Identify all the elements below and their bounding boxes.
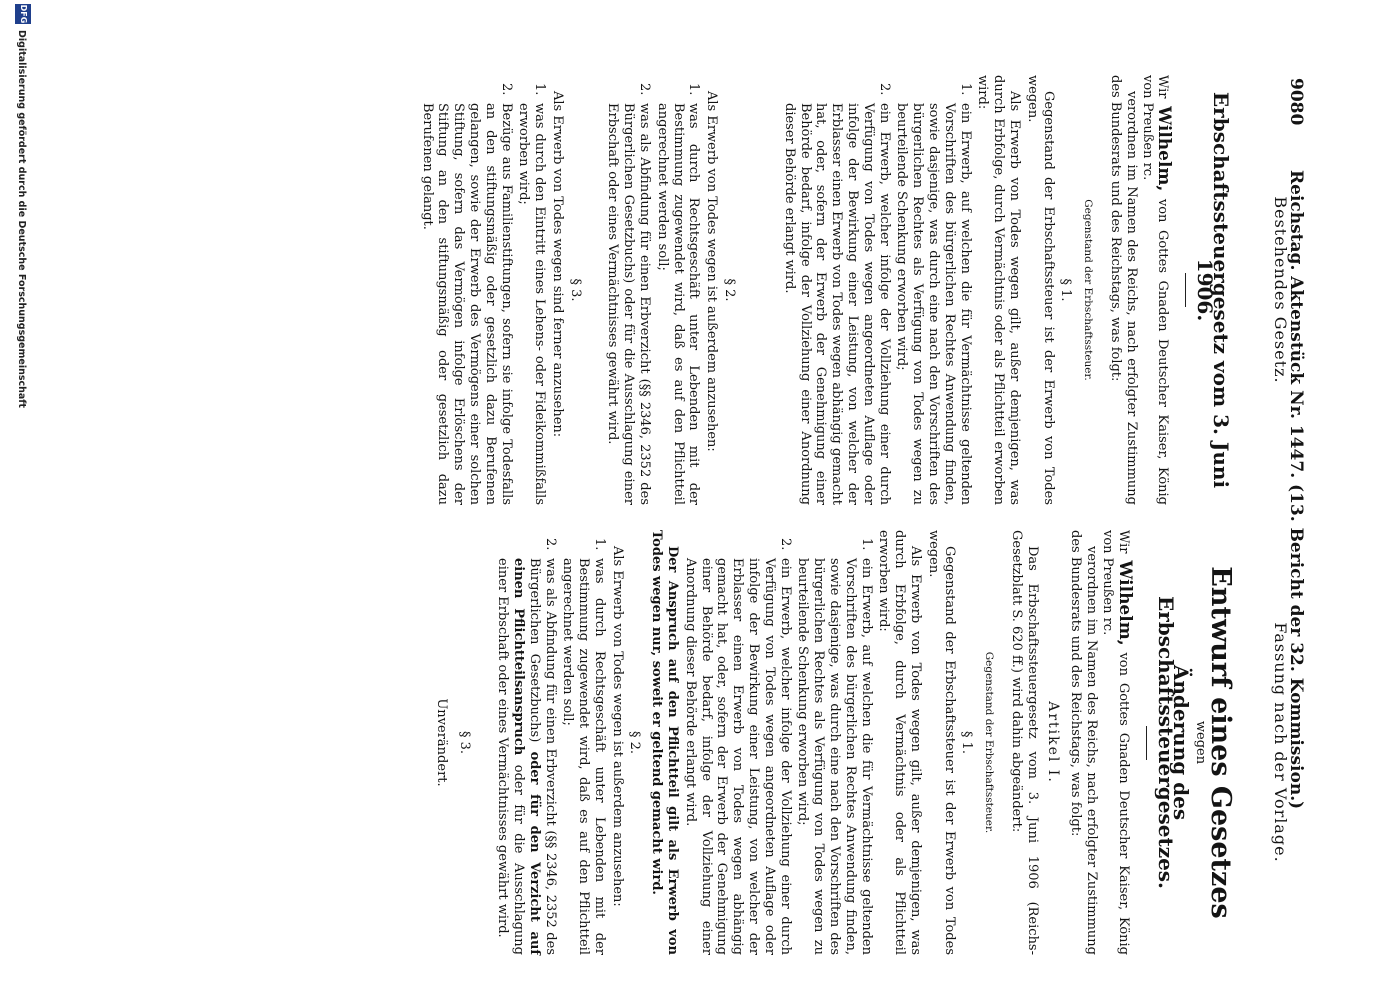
title-divider — [1146, 726, 1147, 760]
item-number: 1. — [858, 538, 874, 551]
law-title: Erbschaftssteuergesetz vom 3. Juni 1906. — [1193, 91, 1233, 489]
bold-addition: Der Anspruch auf den Pflichtteil gilt als Erwerb von Todes wegen nur, soweit er geltend gemacht wird. — [649, 530, 681, 955]
item-text: ein Erwerb, welcher infolge der Vollziehung einer durch Verfügung von Todes wegen angeordneten Auflage oder infolge der Bewirkung einer Leistung, von welcher der Erblasser einen Erwerb von Todes wegen abhängig gemacht hat, oder, sofern der Erwerb der Genehmigung einer Behörde bedarf, infolge der Vollziehung einer Anordnung dieser Behörde erlangt wird. — [682, 558, 793, 955]
item-number: 2. — [637, 83, 653, 96]
paragraph-1-text: Gegenstand der Erbschaftssteuer ist der Erwerb von Todes wegen. — [1024, 75, 1056, 505]
preamble-lead: Wir — [1155, 75, 1171, 107]
item-text: was als Abfindung für einen Erbverzicht (§§ 2346, 2352 des Bürgerlichen Gesetzbuchs) — [526, 558, 558, 955]
paragraph-2-text: Als Erwerb von Todes wegen ist außerdem anzusehen: — [704, 91, 720, 452]
item-text: was durch Rechtsgeschäft unter Lebenden mit der Bestimmung zugewendet wird, daß es auf den Pflichtteil angerechnet werden soll; — [560, 558, 607, 955]
preamble — [1139, 75, 1175, 505]
item-number: 1. — [957, 83, 973, 96]
section-heading: Gegenstand der Erbschaftssteuer. — [983, 651, 996, 834]
enactment-clause: verordnen im Namen des Reichs, nach erfolgter Zustimmung des Bundesrats und des Reichstags, was folgt: — [1108, 75, 1139, 505]
item-number: 1. — [686, 83, 702, 96]
item-number: 2. — [777, 538, 793, 551]
emperor-name: Wilhelm, — [1154, 106, 1175, 192]
list-item — [560, 530, 607, 955]
item-number: 1. — [532, 83, 548, 96]
article-text: Das Erbschaftssteuergesetz vom 3. Juni 1906 (Reichs-Gesetzblatt S. 620 ff.) wird dahin abgeändert: — [1009, 530, 1040, 955]
list-item — [516, 75, 548, 505]
list-item — [419, 75, 514, 505]
column-label-proposed: Fassung nach der Vorlage. — [1271, 622, 1290, 863]
paragraph-1-heading: § 1. — [959, 730, 975, 755]
list-item — [654, 75, 701, 505]
dfg-logo-icon: DFG — [15, 4, 31, 24]
article-heading: Artikel I. — [1044, 701, 1061, 784]
header-title: Reichstag. Aktenstück Nr. 1447. (13. Bericht der 32. Kommission.) — [1286, 170, 1306, 810]
preamble-rest: von Gottes Gnaden Deutscher Kaiser, König von Preußen rc. — [1100, 530, 1131, 956]
preamble — [1099, 530, 1135, 956]
title-divider — [1185, 273, 1186, 307]
list-item — [894, 75, 973, 505]
page-number: 9080 — [1286, 78, 1306, 126]
section-heading: Gegenstand der Erbschaftssteuer. — [1082, 199, 1095, 381]
draft-title: Entwurf eines Gesetzes — [1205, 566, 1236, 919]
paragraph-1-text2: Als Erwerb von Todes wegen gilt, außer demjenigen, was durch Erbfolge, durch Vermächtnis oder als Pflichtteil erworben wird: — [876, 530, 924, 955]
item-text: was durch Rechtsgeschäft unter Lebenden mit der Bestimmung zugewendet wird, daß es auf den Pflichtteil angerechnet werden soll; — [654, 103, 702, 505]
list-item — [781, 75, 892, 505]
paragraph-3-unchanged: Unverändert. — [433, 698, 449, 787]
paragraph-3-heading: § 3. — [457, 730, 473, 755]
column-label-existing: Bestehendes Gesetz. — [1271, 196, 1290, 384]
preamble-rest: von Gottes Gnaden Deutscher Kaiser, König von Preußen rc. — [1139, 75, 1171, 505]
item-text: was als Abfindung für einen Erbverzicht (§§ 2346, 2352 des Bürgerlichen Gesetzbuchs) oder für die Ausschlagung einer Erbschaft oder eines Vermächtnisses gewährt wird. — [605, 103, 653, 505]
item-text-bold: oder für den Verzicht auf einen Pflichtteilsanspruch — [510, 558, 542, 955]
list-item — [682, 530, 793, 955]
paragraph-3-heading: § 3. — [567, 278, 583, 302]
item-number: 1. — [591, 538, 607, 551]
column-proposed-version — [433, 530, 1288, 955]
item-text: Bezüge aus Familienstiftungen, sofern sie infolge Todesfalls an den stiftungsmäßig oder gesetzlich dazu Berufenen gelangen, sowie der Erwerb des Vermögens einer solchen Stiftung, sofern das Vermögen infolge Erlöschens der Stiftung an den stiftungsmäßig oder gesetzlich dazu Berufenen gelangt. — [419, 103, 514, 505]
paragraph-1-heading: § 1. — [1058, 278, 1074, 302]
item-text: ein Erwerb, auf welchen die für Vermächtnisse geltenden Vorschriften des bürgerlichen Rechtes Anwendung finden, sowie dasjenige, was durch eine nach den Vorschriften des bürgerlichen Rechtes als Verfügung von Todes wegen zu beurteilende Schenkung erworben wird; — [894, 103, 973, 505]
paragraph-1-text: Gegenstand der Erbschaftssteuer ist der Erwerb von Todes wegen. — [925, 530, 957, 955]
preamble-lead: Wir — [1115, 530, 1131, 561]
item-text: ein Erwerb, auf welchen die für Vermächtnisse geltenden Vorschriften des bürgerlichen Rechtes Anwendung finden, sowie dasjenige, was durch eine nach den Vorschriften des bürgerlichen Rechtes als Verfügung von Todes wegen zu beurteilende Schenkung erworben wird; — [795, 558, 874, 955]
item-text: was durch den Eintritt eines Lehens- oder Fideikommißfalls erworben wird; — [516, 103, 548, 505]
draft-title-wegen: wegen — [1193, 720, 1209, 765]
list-item — [494, 530, 557, 955]
draft-subtitle: Änderung des Erbschaftssteuergesetzes. — [1153, 595, 1194, 890]
paragraph-1-text2: Als Erwerb von Todes wegen gilt, außer demjenigen, was durch Erbfolge, durch Vermächtnis oder als Pflichtteil erworben wird: — [975, 75, 1023, 505]
item-text: oder für die Ausschlagung einer Erbschaft oder eines Vermächtnisses gewährt wird. — [495, 558, 526, 956]
enactment-clause: verordnen im Namen des Reichs, nach erfolgter Zustimmung des Bundesrats und des Reichstags, was folgt: — [1068, 530, 1100, 955]
emperor-name: Wilhelm, — [1114, 560, 1135, 646]
paragraph-2-heading: § 2. — [722, 278, 738, 302]
column-existing-law — [417, 75, 1288, 505]
item-text: ein Erwerb, welcher infolge der Vollziehung einer durch Verfügung von Todes wegen angeordneten Auflage oder infolge der Bewirkung einer Leistung, von welcher der Erblasser einen Erwerb von Todes wegen abhängig gemacht hat, oder, sofern der Erwerb der Genehmigung einer Behörde bedarf, infolge der Vollziehung einer Anordnung dieser Behörde erlangt wird. — [781, 103, 892, 505]
item-number: 2. — [542, 538, 558, 551]
page-header — [1288, 60, 1328, 980]
list-item — [605, 75, 652, 505]
list-item — [795, 530, 874, 955]
digitization-credit: Digitalisierung gefördert durch die Deutsche Forschungsgemeinschaft — [16, 30, 27, 408]
item-number: 2. — [498, 83, 514, 96]
paragraph-3-text: Als Erwerb von Todes wegen sind ferner anzusehen: — [549, 91, 565, 438]
paragraph-2-text: Als Erwerb von Todes wegen ist außerdem anzusehen: — [609, 546, 625, 907]
paragraph-2-heading: § 2. — [627, 730, 643, 755]
item-number: 2. — [876, 83, 892, 96]
